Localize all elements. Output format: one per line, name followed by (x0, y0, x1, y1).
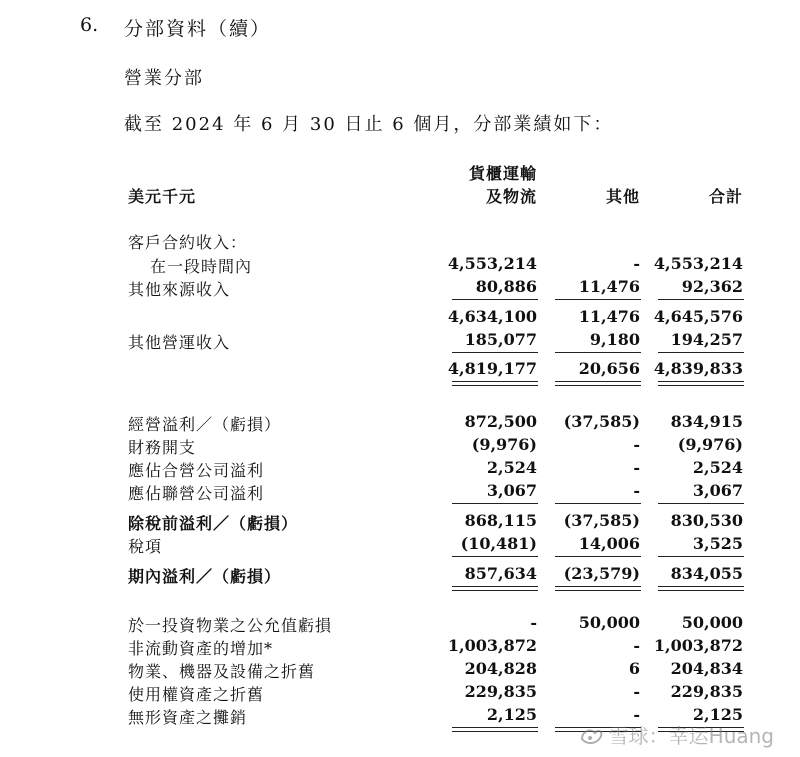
table-row (0, 612, 800, 635)
underline (555, 503, 641, 504)
double-underline (555, 586, 641, 591)
underline (555, 299, 641, 300)
table-row-total (0, 358, 800, 381)
watermark-text: 雪球：幸运Huang (608, 724, 774, 748)
cell-total: 3,067 (692, 481, 743, 500)
cell-others: (23,579) (563, 564, 640, 583)
cell-logistics: 4,553,214 (447, 254, 537, 273)
table-row (0, 457, 800, 480)
underline (658, 352, 744, 353)
cell-total: 834,915 (670, 412, 743, 431)
row-label: 於一投資物業之公允值虧損 (128, 616, 333, 635)
table-row (0, 533, 800, 556)
cell-logistics: 2,524 (486, 458, 537, 477)
underline (452, 503, 538, 504)
double-underline (452, 727, 538, 732)
table-row (0, 434, 800, 457)
cell-others: - (633, 458, 640, 477)
table-row (0, 681, 800, 704)
row-label: 稅項 (128, 537, 163, 556)
snowball-logo-icon (579, 725, 605, 747)
double-underline (555, 381, 641, 386)
cell-logistics: (10,481) (460, 534, 537, 553)
underline (452, 556, 538, 557)
underline (555, 352, 641, 353)
cell-total: 92,362 (681, 277, 743, 296)
cell-total: 194,257 (670, 330, 743, 349)
underline (555, 556, 641, 557)
underline (658, 556, 744, 557)
cell-total: 1,003,872 (653, 636, 743, 655)
cell-logistics: 3,067 (486, 481, 537, 500)
double-underline (658, 586, 744, 591)
table-row (0, 658, 800, 681)
subsection-title: 營業分部 (124, 68, 204, 89)
table-row-total (0, 563, 800, 586)
row-label: 客戶合約收入： (128, 233, 248, 252)
cell-logistics: 857,634 (464, 564, 537, 583)
row-label: 期內溢利／（虧損） (128, 567, 282, 586)
row-label: 其他營運收入 (128, 333, 231, 352)
cell-others: 50,000 (578, 613, 640, 632)
cell-others: - (633, 254, 640, 273)
cell-total: (9,976) (677, 435, 743, 454)
cell-others: - (633, 435, 640, 454)
underline (658, 299, 744, 300)
table-row-subtotal (0, 306, 800, 329)
table-row (0, 329, 800, 352)
table-row (0, 635, 800, 658)
cell-total: 830,530 (670, 511, 743, 530)
row-label: 其他來源收入 (128, 280, 231, 299)
cell-others: 6 (628, 659, 640, 678)
double-underline (452, 586, 538, 591)
unit-label: 美元千元 (128, 187, 197, 206)
row-label: 應佔合營公司溢利 (128, 461, 265, 480)
table-row (0, 276, 800, 299)
cell-others: 20,656 (578, 359, 640, 378)
row-label: 非流動資產的增加* (128, 639, 274, 658)
cell-total: 834,055 (670, 564, 743, 583)
cell-others: 14,006 (578, 534, 640, 553)
cell-others: (37,585) (563, 412, 640, 431)
cell-others: - (633, 682, 640, 701)
table-row (0, 229, 800, 252)
double-underline (658, 381, 744, 386)
cell-others: - (633, 481, 640, 500)
row-label: 財務開支 (128, 438, 197, 457)
cell-logistics: - (530, 613, 537, 632)
watermark (579, 720, 774, 749)
cell-logistics: 204,828 (464, 659, 537, 678)
cell-total: 2,125 (692, 705, 743, 724)
cell-total: 50,000 (681, 613, 743, 632)
section-title: 分部資料（續） (124, 18, 272, 40)
underline (452, 299, 538, 300)
cell-total: 229,835 (670, 682, 743, 701)
cell-others: - (633, 705, 640, 724)
row-label: 無形資產之攤銷 (128, 708, 248, 727)
cell-logistics: 229,835 (464, 682, 537, 701)
cell-others: 11,476 (578, 277, 640, 296)
underline (658, 503, 744, 504)
cell-logistics: 80,886 (475, 277, 537, 296)
intro-text: 截至 2024 年 6 月 30 日止 6 個月，分部業績如下： (124, 114, 614, 135)
cell-total: 4,839,833 (653, 359, 743, 378)
underline (452, 352, 538, 353)
row-label: 除稅前溢利／（虧損） (128, 514, 299, 533)
cell-total: 3,525 (692, 534, 743, 553)
cell-total: 2,524 (692, 458, 743, 477)
col-header-total: 合計 (708, 187, 743, 206)
cell-total: 204,834 (670, 659, 743, 678)
row-label: 應佔聯營公司溢利 (128, 484, 265, 503)
double-underline (452, 381, 538, 386)
cell-logistics: 4,819,177 (447, 359, 537, 378)
row-label: 經營溢利／（虧損） (128, 415, 282, 434)
table-row (0, 253, 800, 276)
row-label: 物業、機器及設備之折舊 (128, 662, 316, 681)
cell-logistics: 4,634,100 (447, 307, 537, 326)
table-row (0, 411, 800, 434)
col-header-logistics-line2: 及物流 (485, 187, 537, 206)
cell-others: 9,180 (589, 330, 640, 349)
cell-logistics: 868,115 (464, 511, 537, 530)
section-number: 6. (80, 14, 99, 36)
cell-logistics: 185,077 (464, 330, 537, 349)
cell-others: 11,476 (578, 307, 640, 326)
row-label: 在一段時間內 (150, 257, 253, 276)
col-header-logistics-line1: 貨櫃運輸 (468, 164, 537, 183)
cell-total: 4,553,214 (653, 254, 743, 273)
table-row-subtotal (0, 510, 800, 533)
row-label: 使用權資產之折舊 (128, 685, 265, 704)
cell-logistics: 872,500 (464, 412, 537, 431)
cell-logistics: (9,976) (471, 435, 537, 454)
cell-logistics: 1,003,872 (447, 636, 537, 655)
cell-others: (37,585) (563, 511, 640, 530)
col-header-others: 其他 (605, 187, 640, 206)
cell-logistics: 2,125 (486, 705, 537, 724)
cell-others: - (633, 636, 640, 655)
table-row (0, 480, 800, 503)
cell-total: 4,645,576 (653, 307, 743, 326)
